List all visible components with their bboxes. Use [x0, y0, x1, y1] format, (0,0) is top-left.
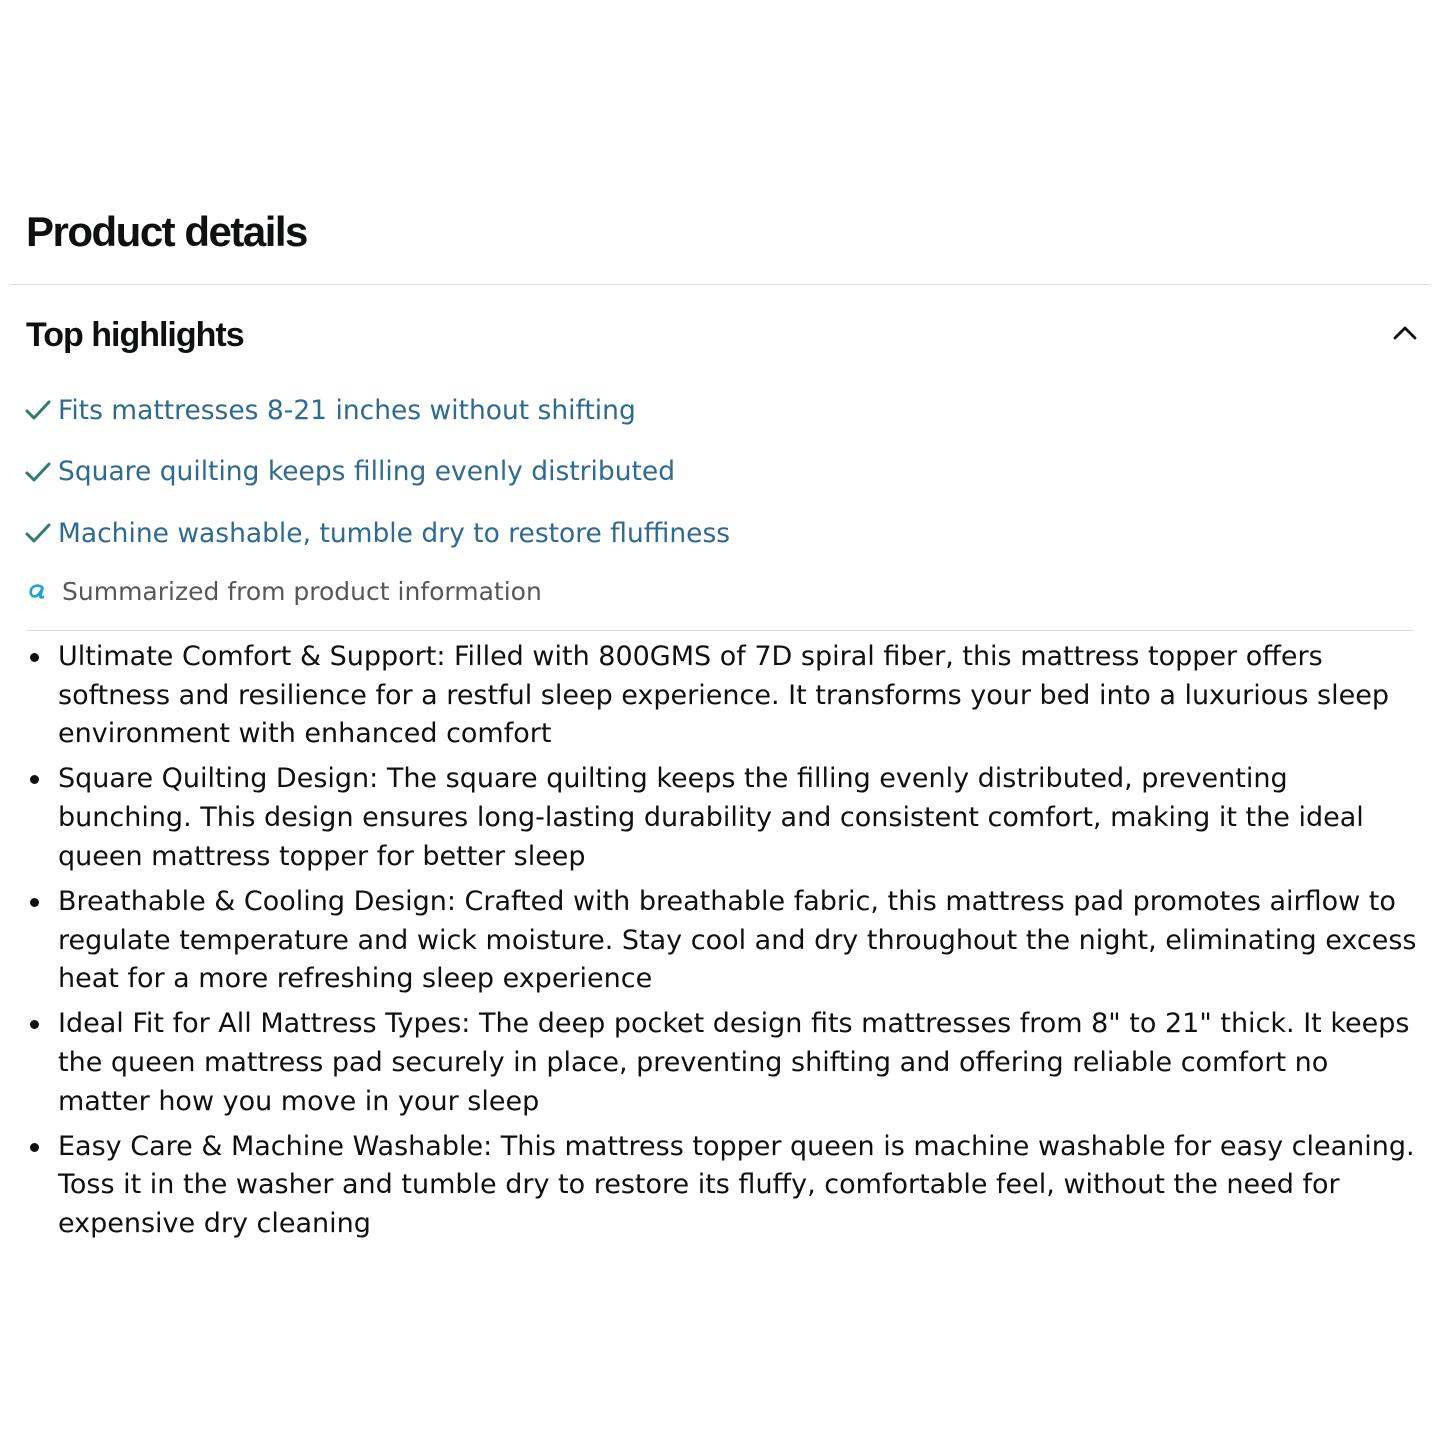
highlight-item	[24, 511, 730, 555]
feature-text: Ultimate Comfort & Support: Filled with 800GMS of 7D spiral fiber, this mattress topper offers softness and resilience for a restful sleep experience. It transforms your bed into a luxurious sleep environment with enhanced comfort	[58, 641, 1389, 750]
feature-bullet	[26, 638, 1418, 754]
check-icon	[24, 396, 52, 424]
highlight-text: Fits mattresses 8-21 inches without shifting	[58, 394, 636, 426]
highlight-item	[24, 450, 730, 494]
section-title: Top highlights	[26, 316, 244, 354]
feature-bullet	[26, 1128, 1418, 1244]
feature-bullet	[26, 1005, 1418, 1121]
check-icon	[24, 458, 52, 486]
section-divider	[26, 630, 1414, 631]
bullet-icon	[30, 775, 39, 784]
bullet-icon	[30, 1020, 39, 1029]
highlight-text: Machine washable, tumble dry to restore fluffiness	[58, 517, 731, 549]
ai-summary-icon	[26, 579, 50, 603]
highlight-text: Square quilting keeps filling evenly distributed	[58, 456, 676, 487]
summary-text: Summarized from product information	[62, 576, 542, 606]
highlights-list	[24, 388, 730, 573]
bullet-icon	[30, 1143, 39, 1152]
feature-bullet	[26, 760, 1418, 876]
feature-bullet	[26, 883, 1418, 999]
section-divider	[10, 284, 1430, 285]
chevron-up-icon[interactable]	[1390, 318, 1420, 348]
highlight-item	[24, 388, 730, 432]
page-title: Product details	[26, 208, 307, 255]
feature-text: Easy Care & Machine Washable: This mattress topper queen is machine washable for easy cleaning. Toss it in the washer and tumble dry to restore its fluffy, comfortable feel, without the need for expensive dry cleaning	[58, 1130, 1415, 1240]
feature-text: Square Quilting Design: The square quilting keeps the filling evenly distributed, preventing bunching. This design ensures long-lasting durability and consistent comfort, making it the ideal queen mattress topper for better sleep	[58, 763, 1364, 872]
feature-text: Ideal Fit for All Mattress Types: The deep pocket design fits mattresses from 8" to 21" thick. It keeps the queen mattress pad securely in place, preventing shifting and offering reliable comfort no matter how you move in your sleep	[58, 1008, 1410, 1117]
feature-text: Breathable & Cooling Design: Crafted with breathable fabric, this mattress pad promotes airflow to regulate temperature and wick moisture. Stay cool and dry throughout the night, eliminating excess heat for a more refreshing sleep experience	[58, 885, 1417, 995]
bullet-icon	[30, 898, 39, 907]
feature-bullet-list	[26, 638, 1418, 1250]
top-highlights-header[interactable]	[26, 312, 1424, 358]
bullet-icon	[30, 653, 39, 662]
summary-note	[26, 572, 542, 610]
check-icon	[24, 519, 52, 547]
